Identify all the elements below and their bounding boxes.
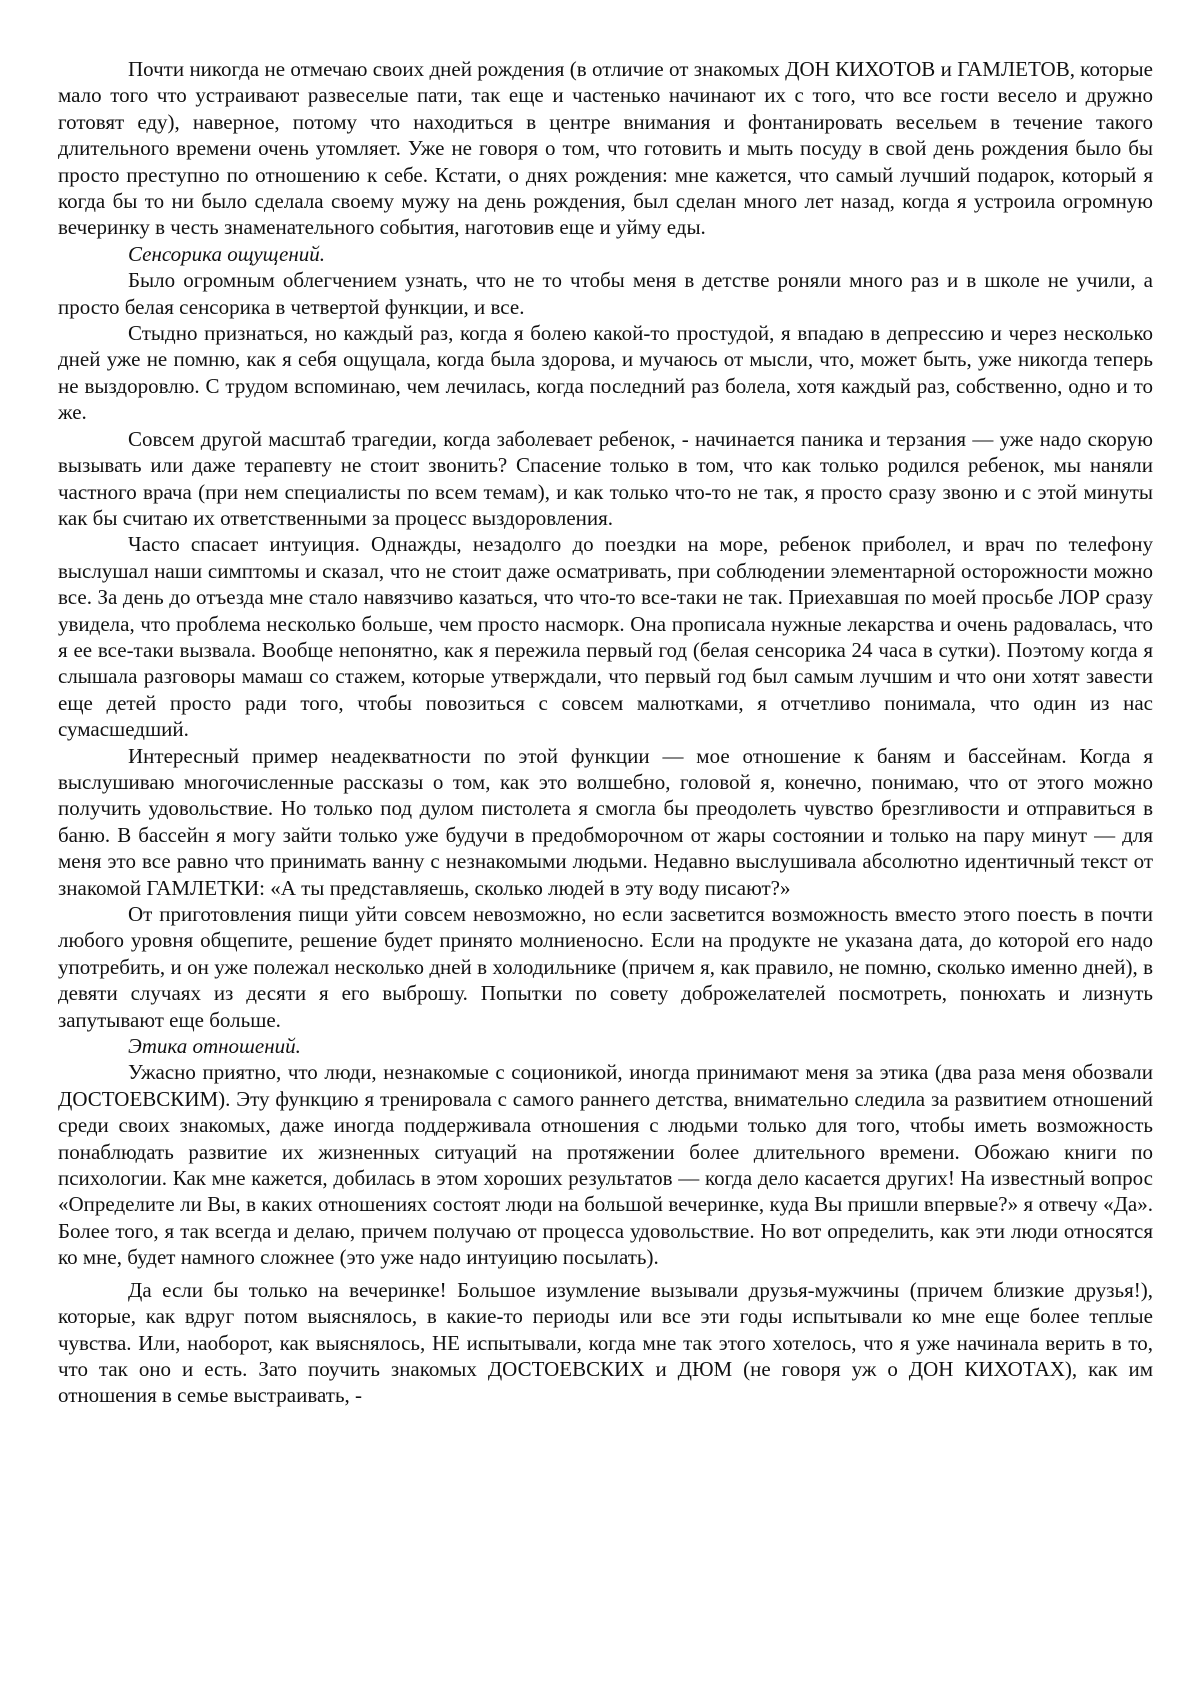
paragraph-party: Да если бы только на вечеринке! Большое изумление вызывали друзья-мужчины (причем близкие друзья!), которые, как вдруг потом выяснялось, в какие-то периоды или все эти годы испытывали ко мне еще более теплые чувства. Или, наоборот, как выяснялось, НЕ испытывали, когда мне так этого хотелось, что я уже начинала верить в то, что так оно и есть. Зато поучить знакомых ДОСТОЕВСКИХ и ДЮМ (не говоря уж о ДОН КИХОТАХ), как им отношения в семье выстраивать, - xyxy=(58,1277,1153,1408)
paragraph-relief: Было огромным облегчением узнать, что не то чтобы меня в детстве роняли много раз и в школе не учили, а просто белая сенсорика в четвертой функции, и все. xyxy=(58,268,1153,319)
paragraph-child-illness: Совсем другой масштаб трагедии, когда заболевает ребенок, - начинается паника и терзания — уже надо скорую вызывать или даже терапевту не стоит звонить? Спасение только в том, что как только родился ребенок, мы наняли частного врача (при нем специалисты по всем темам), и как только что-то не так, я просто сразу звоню и с этой минуты как бы считаю их ответственными за процесс выздоровления. xyxy=(58,426,1153,530)
paragraph-ethics: Ужасно приятно, что люди, незнакомые с соционикой, иногда принимают меня за этика (два раза меня обозвали ДОСТОЕВСКИМ). Эту функцию я тренировала с самого раннего детства, внимательно следила за развитием отношений среди своих знакомых, даже иногда поддерживала отношения с людьми только для того, чтобы иметь возможность понаблюдать развитие их жизненных ситуаций на протяжении более длительного времени. Обожаю книги по психологии. Как мне кажется, добилась в этом хороших результатов — когда дело касается других! На известный вопрос «Определите ли Вы, в каких отношениях состоят люди на большой вечеринке, куда Вы пришли впервые?» я отвечу «Да». Более того, я так всегда и делаю, причем получаю от процесса удовольствие. Но вот определить, как эти люди относятся ко мне, будет намного сложнее (это уже надо интуицию посылать). xyxy=(58,1060,1153,1270)
paragraph-illness: Стыдно признаться, но каждый раз, когда я болею какой-то простудой, я впадаю в депрессию и через несколько дней уже не помню, как я себя ощущала, когда была здорова, и мучаюсь от мысли, что, может быть, уже никогда теперь не выздоровлю. С трудом вспоминаю, чем лечилась, когда последний раз болела, хотя каждый раз, собственно, одно и то же. xyxy=(58,321,1153,425)
section-heading-sensing: Сенсорика ощущений. xyxy=(128,241,325,266)
document-page xyxy=(58,56,1153,1409)
paragraph-intuition: Часто спасает интуиция. Однажды, незадолго до поездки на море, ребенок приболел, и врач по телефону выслушал наши симптомы и сказал, что не стоит даже осматривать, при соблюдении элементарной осторожности можно все. За день до отъезда мне стало навязчиво казаться, что что-то все-таки не так. Приехавшая по моей просьбе ЛОР сразу увидела, что проблема несколько больше, чем просто насморк. Она прописала нужные лекарства и очень радовалась, что я ее все-таки вызвала. Вообще непонятно, как я пережила первый год (белая сенсорика 24 часа в сутки). Поэтому когда я слышала разговоры мамаш со стажем, которые утверждали, что первый год был самым лучшим и что они хотят завести еще детей просто ради того, чтобы повозиться с совсем малютками, я отчетливо понимала, что один из нас сумасшедший. xyxy=(58,532,1153,742)
paragraph-food: От приготовления пищи уйти совсем невозможно, но если засветится возможность вместо этого поесть в почти любого уровня общепите, решение будет принято молниеносно. Если на продукте не указана дата, до которой его надо употребить, и он уже полежал несколько дней в холодильнике (причем я, как правило, не помню, сколько именно дней), в девяти случаях из десяти я его выброшу. Попытки по совету доброжелателей посмотреть, понюхать и лизнуть запутывают еще больше. xyxy=(58,902,1153,1032)
paragraph-birthdays: Почти никогда не отмечаю своих дней рождения (в отличие от знакомых ДОН КИХОТОВ и ГАМЛЕТОВ, которые мало того что устраивают развеселые пати, так еще и частенько начинают их с того, что все гости весело и дружно готовят еду), наверное, потому что находиться в центре внимания и фонтанировать весельем в течение такого длительного времени очень утомляет. Уже не говоря о том, что готовить и мыть посуду в свой день рождения было бы просто преступно по отношению к себе. Кстати, о днях рождения: мне кажется, что самый лучший подарок, который я когда бы то ни было сделала своему мужу на день рождения, был сделан много лет назад, когда я устроила огромную вечеринку в честь знаменательного события, наготовив еще и уйму еды. xyxy=(58,57,1153,240)
section-heading-ethics: Этика отношений. xyxy=(128,1034,301,1059)
paragraph-baths: Интересный пример неадекватности по этой функции — мое отношение к баням и бассейнам. Когда я выслушиваю многочисленные рассказы о том, как это волшебно, головой я, конечно, понимаю, что от этого можно получить удовольствие. Но только под дулом пистолета я смогла бы преодолеть чувство брезгливости и отправиться в баню. В бассейн я могу зайти только уже будучи в предобморочном от жары состоянии и только на пару минут — для меня это все равно что принимать ванну с незнакомыми людьми. Недавно выслушивала абсолютно идентичный текст от знакомой ГАМЛЕТКИ: «А ты представляешь, сколько людей в эту воду писают?» xyxy=(58,743,1153,900)
